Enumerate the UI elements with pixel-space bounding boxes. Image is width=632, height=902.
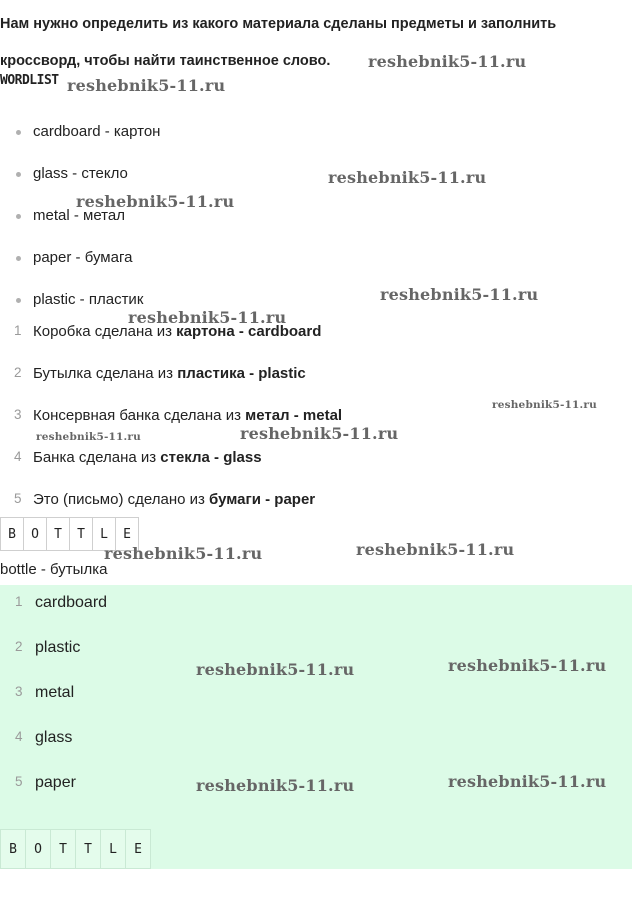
watermark: reshebnik5-11.ru	[448, 772, 607, 791]
letter-cell: E	[125, 829, 151, 869]
letter-cell: B	[0, 517, 24, 551]
intro-text	[0, 6, 628, 80]
bullet-icon	[16, 256, 21, 261]
bullet-icon	[16, 172, 21, 177]
intro-line-2: кроссворд, чтобы найти таинственное слово.	[0, 53, 331, 69]
bullet-icon	[16, 298, 21, 303]
watermark: reshebnik5-11.ru	[76, 192, 235, 211]
watermark: reshebnik5-11.ru	[380, 285, 539, 304]
letter-cell: O	[25, 829, 51, 869]
intro-line-1: Нам нужно определить из какого материала сделаны предметы и заполнить	[0, 16, 557, 32]
letter-cell: L	[92, 517, 116, 551]
letter-cell: T	[50, 829, 76, 869]
letter-cell: T	[46, 517, 70, 551]
bullet-icon	[16, 214, 21, 219]
watermark: reshebnik5-11.ru	[104, 544, 263, 563]
letter-cell: O	[23, 517, 47, 551]
letter-cell: T	[75, 829, 101, 869]
watermark: reshebnik5-11.ru	[128, 308, 287, 327]
letter-cell: T	[69, 517, 93, 551]
answer-panel-word-grid	[0, 829, 150, 869]
watermark: reshebnik5-11.ru	[36, 431, 141, 443]
letter-cell: L	[100, 829, 126, 869]
translation-text: bottle - бутылка	[0, 561, 108, 578]
watermark: reshebnik5-11.ru	[492, 399, 597, 411]
watermark: reshebnik5-11.ru	[196, 660, 355, 679]
letter-cell: B	[0, 829, 26, 869]
bullet-icon	[16, 130, 21, 135]
letter-cell: E	[115, 517, 139, 551]
wordlist-title: WORDLIST	[0, 73, 59, 88]
watermark: reshebnik5-11.ru	[368, 52, 527, 71]
watermark: reshebnik5-11.ru	[67, 76, 226, 95]
watermark: reshebnik5-11.ru	[356, 540, 515, 559]
answer-panel: 1 cardboard 2 plastic 3 metal 4 glass 5 paper B O T T L E	[0, 585, 632, 869]
watermark: reshebnik5-11.ru	[196, 776, 355, 795]
watermark: reshebnik5-11.ru	[448, 656, 607, 675]
watermark: reshebnik5-11.ru	[240, 424, 399, 443]
watermark: reshebnik5-11.ru	[328, 168, 487, 187]
